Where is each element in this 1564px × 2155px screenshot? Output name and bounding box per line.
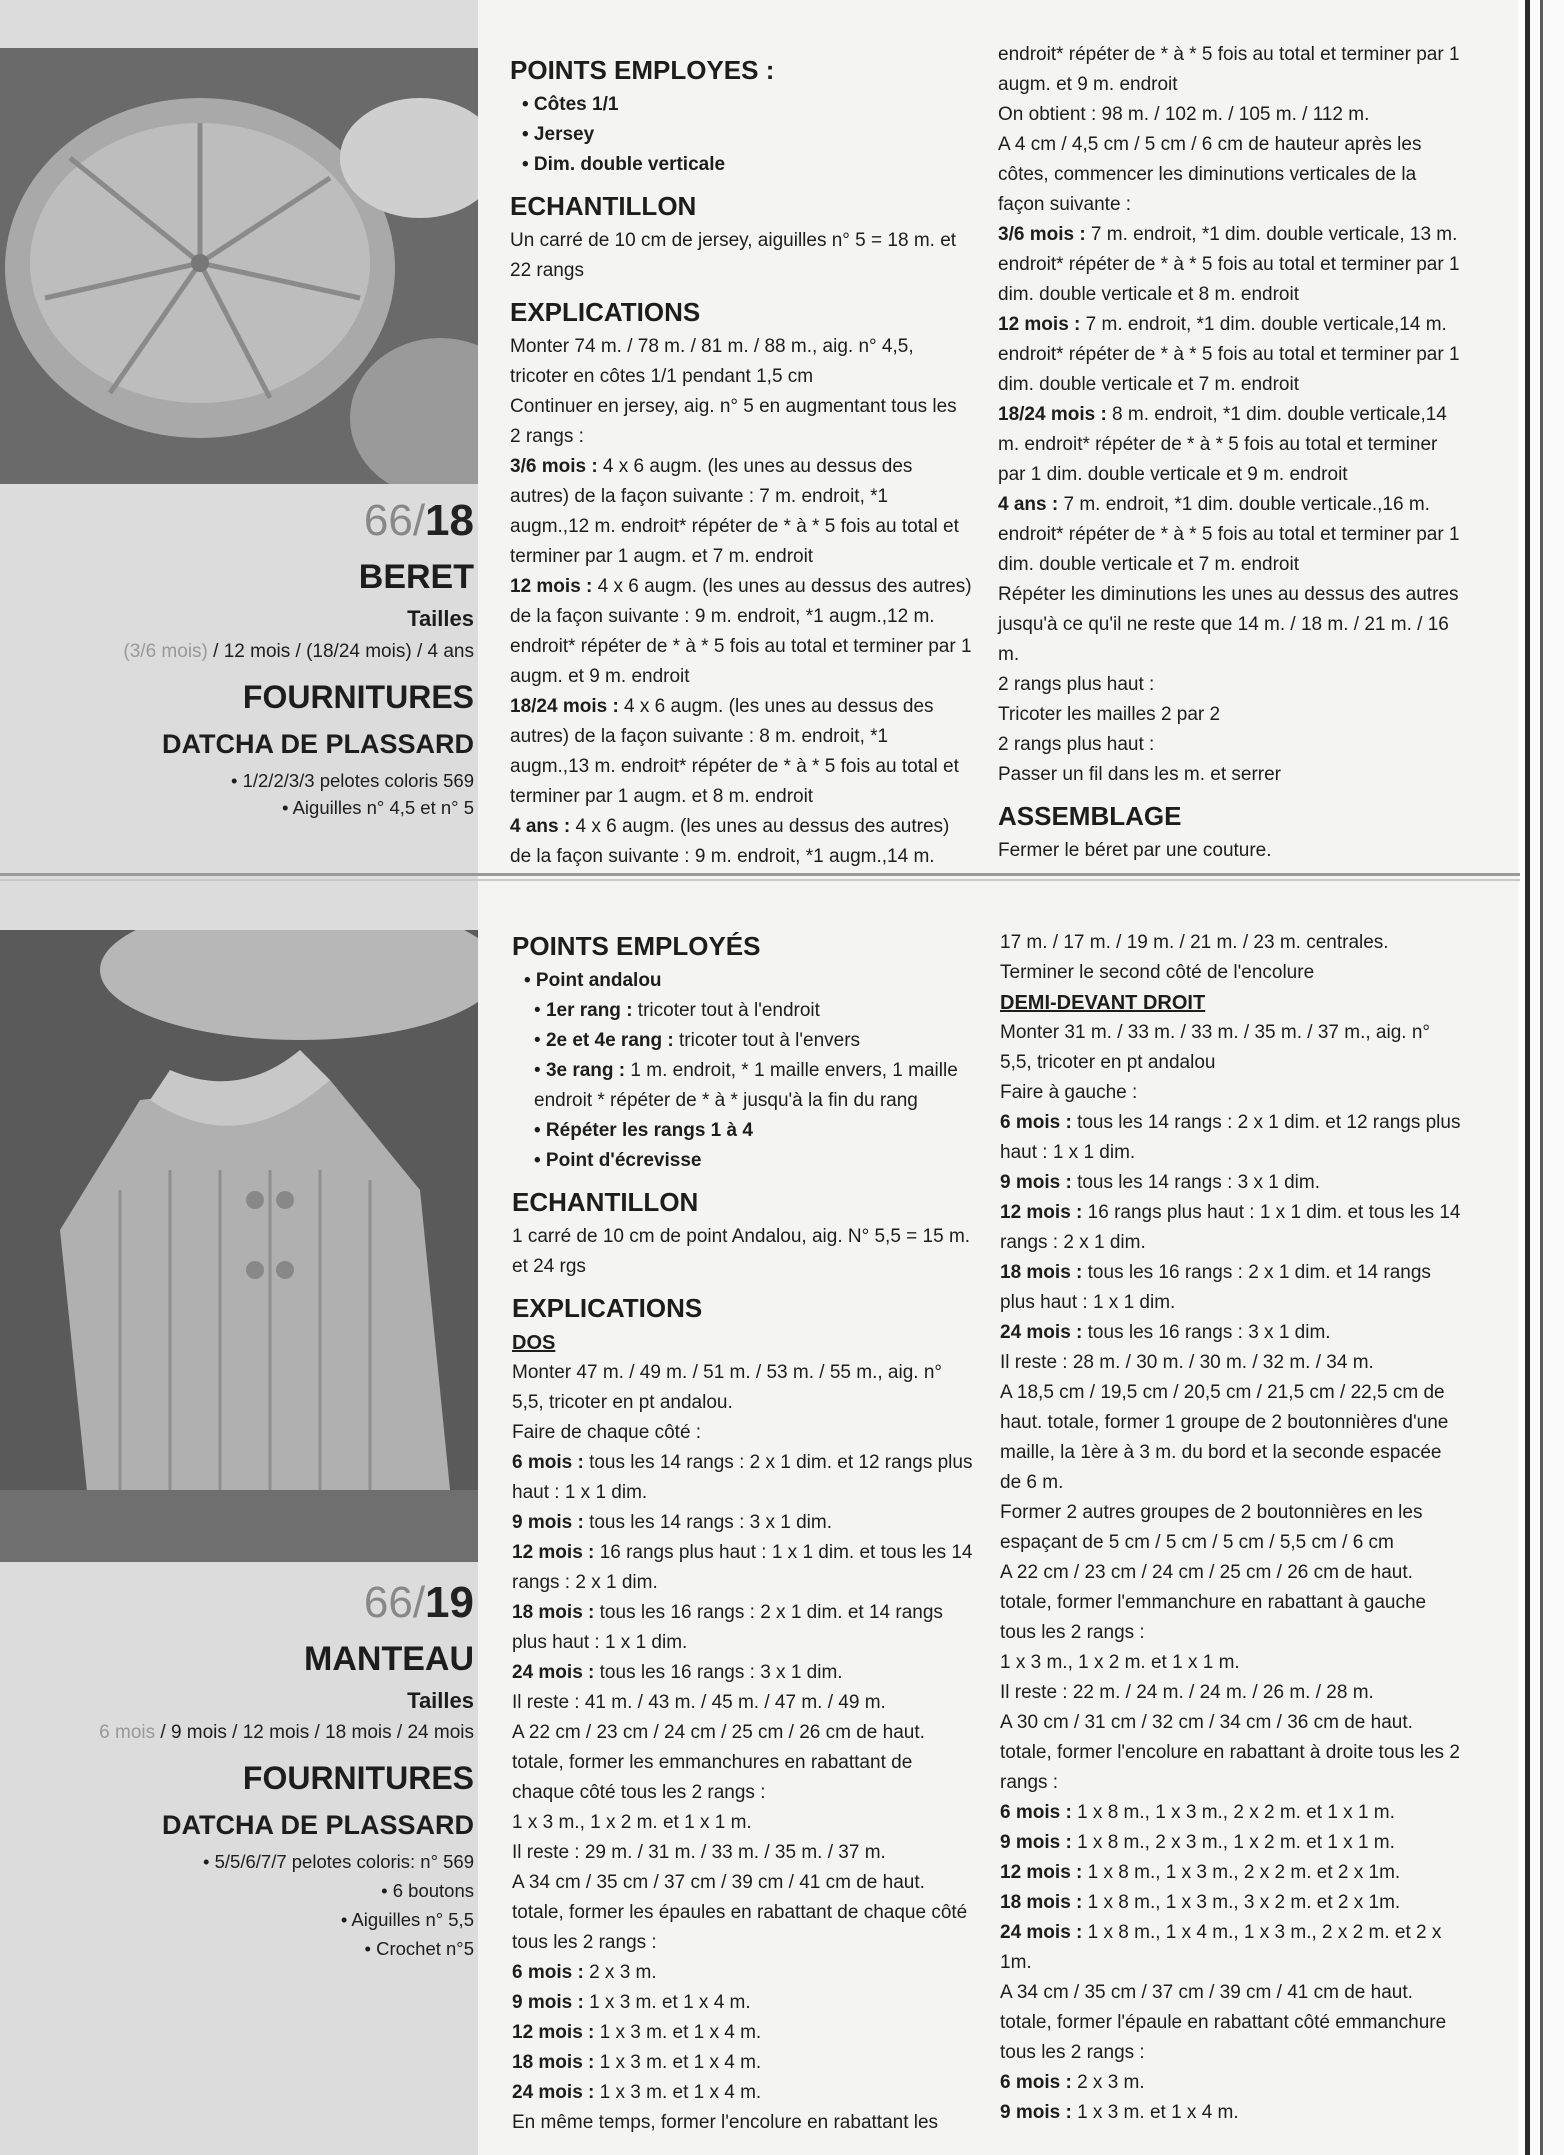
section-divider-2	[0, 879, 1520, 881]
paragraph: A 34 cm / 35 cm / 37 cm / 39 cm / 41 cm de haut. totale, former l'épaule en rabattant côté emmanchure tous les 2 rangs :	[1000, 1982, 1447, 2063]
heading-explications: EXPLICATIONS	[512, 1293, 703, 1323]
heading-dos: DOS	[512, 1332, 556, 1354]
point-item: • Répéter les rangs 1 à 4	[534, 1120, 753, 1141]
size-instruction: 6 mois : tous les 14 rangs : 2 x 1 dim. et 12 rangs plus haut : 1 x 1 dim.	[1000, 1112, 1461, 1163]
manteau-photo	[0, 930, 478, 1562]
section-divider	[0, 873, 1520, 876]
size-instruction: 4 ans : 4 x 6 augm. (les unes au dessus des autres) de la façon suivante : 9 m. endroit, *1 augm.,14 m.	[510, 816, 950, 867]
beret-supply-item: • Aiguilles n° 4,5 et n° 5	[281, 797, 474, 818]
beret-title: BERET	[358, 558, 474, 596]
row-instruction: • 1er rang : tricoter tout à l'endroit	[534, 1000, 820, 1021]
manteau-tailles-label: Tailles	[407, 1688, 474, 1713]
paragraph: A 22 cm / 23 cm / 24 cm / 25 cm / 26 cm de haut. totale, former les emmanchures en rabattant de chaque côté tous les 2 rangs :	[512, 1722, 925, 1803]
size-instruction: 6 mois : 1 x 8 m., 1 x 3 m., 2 x 2 m. et 1 x 1 m.	[1000, 1802, 1395, 1823]
size-instruction: 12 mois : 16 rangs plus haut : 1 x 1 dim. et tous les 14 rangs : 2 x 1 dim.	[512, 1542, 973, 1593]
paragraph: Monter 31 m. / 33 m. / 33 m. / 35 m. / 37 m., aig. n° 5,5, tricoter en pt andalou	[1000, 1022, 1430, 1073]
paragraph: 1 x 3 m., 1 x 2 m. et 1 x 1 m.	[512, 1812, 752, 1833]
size-instruction: 6 mois : 2 x 3 m.	[1000, 2072, 1145, 2093]
beret-pattern-number: 66/18	[363, 496, 474, 545]
paragraph: On obtient : 98 m. / 102 m. / 105 m. / 112 m.	[998, 104, 1370, 125]
manteau-supply-item: • Crochet n°5	[364, 1938, 474, 1959]
size-instruction: 6 mois : 2 x 3 m.	[512, 1962, 657, 1983]
paragraph: 1 x 3 m., 1 x 2 m. et 1 x 1 m.	[1000, 1652, 1240, 1673]
size-instruction: 3/6 mois : 4 x 6 augm. (les unes au dessus des autres) de la façon suivante : 7 m. endroit, *1 augm.,12 m. endroit* répéter de * à * 5 fois au total et terminer par 1 augm. et 7 m. endroit	[510, 456, 959, 567]
size-instruction: 9 mois : tous les 14 rangs : 3 x 1 dim.	[1000, 1172, 1320, 1193]
beret-column-1	[510, 44, 972, 872]
size-instruction: 4 ans : 7 m. endroit, *1 dim. double verticale.,16 m. endroit* répéter de * à * 5 fois au total et terminer par 1 dim. double verticale et 7 m. endroit	[998, 494, 1460, 575]
size-instruction: 18 mois : tous les 16 rangs : 2 x 1 dim. et 14 rangs plus haut : 1 x 1 dim.	[1000, 1262, 1431, 1313]
heading-points: POINTS EMPLOYÉS	[512, 931, 761, 961]
size-instruction: 18 mois : tous les 16 rangs : 2 x 1 dim. et 14 rangs plus haut : 1 x 1 dim.	[512, 1602, 943, 1653]
size-instruction: 9 mois : 1 x 3 m. et 1 x 4 m.	[1000, 2102, 1239, 2123]
manteau-supply-item: • 5/5/6/7/7 pelotes coloris: n° 569	[203, 1851, 474, 1872]
manteau-column-2	[1000, 928, 1462, 2128]
manteau-fournitures-label: FOURNITURES	[242, 1760, 474, 1796]
paragraph: endroit* répéter de * à * 5 fois au total et terminer par 1 augm. et 9 m. endroit	[998, 44, 1460, 95]
paragraph: En même temps, former l'encolure en rabattant les	[512, 2112, 939, 2133]
size-instruction: 24 mois : tous les 16 rangs : 3 x 1 dim.	[1000, 1322, 1331, 1343]
paragraph: 2 rangs plus haut :	[998, 734, 1155, 755]
paragraph: Passer un fil dans les m. et serrer	[998, 764, 1281, 785]
paragraph: Il reste : 41 m. / 43 m. / 45 m. / 47 m. / 49 m.	[512, 1692, 886, 1713]
beret-photo	[0, 48, 478, 484]
manteau-sizes: 6 mois / 9 mois / 12 mois / 18 mois / 24 mois	[99, 1722, 474, 1743]
paragraph: Monter 47 m. / 49 m. / 51 m. / 53 m. / 55 m., aig. n° 5,5, tricoter en pt andalou.	[512, 1362, 942, 1413]
paragraph: Former 2 autres groupes de 2 boutonnières en les espaçant de 5 cm / 5 cm / 5 cm / 5,5 cm / 6 cm	[1000, 1502, 1423, 1553]
paragraph: Faire à gauche :	[1000, 1082, 1138, 1103]
paragraph: A 22 cm / 23 cm / 24 cm / 25 cm / 26 cm de haut. totale, former l'emmanchure en rabattant à gauche tous les 2 rangs :	[1000, 1562, 1427, 1643]
paragraph: Faire de chaque côté :	[512, 1422, 702, 1443]
size-instruction: 12 mois : 1 x 8 m., 1 x 3 m., 2 x 2 m. et 2 x 1m.	[1000, 1862, 1401, 1883]
size-instruction: 3/6 mois : 7 m. endroit, *1 dim. double verticale, 13 m. endroit* répéter de * à * 5 fois au total et terminer par 1 dim. double verticale et 8 m. endroit	[998, 224, 1460, 305]
beret-tailles-label: Tailles	[407, 606, 474, 631]
paragraph: A 18,5 cm / 19,5 cm / 20,5 cm / 21,5 cm / 22,5 cm de haut. totale, former 1 groupe de 2 boutonnières d'une maille, la 1ère à 3 m. du bord et la seconde espacée de 6 m.	[1000, 1382, 1449, 1493]
size-instruction: 24 mois : 1 x 3 m. et 1 x 4 m.	[512, 2082, 762, 2103]
size-instruction: 9 mois : 1 x 8 m., 2 x 3 m., 1 x 2 m. et 1 x 1 m.	[1000, 1832, 1395, 1853]
size-instruction: 9 mois : 1 x 3 m. et 1 x 4 m.	[512, 1992, 751, 2013]
heading-explications: EXPLICATIONS	[510, 297, 701, 327]
beret-supply-item: • 1/2/2/3/3 pelotes coloris 569	[230, 770, 474, 791]
heading-echantillon: ECHANTILLON	[510, 191, 697, 221]
heading-demi-devant: DEMI-DEVANT DROIT	[1000, 992, 1206, 1014]
manteau-title: MANTEAU	[304, 1640, 474, 1678]
size-instruction: 12 mois : 1 x 3 m. et 1 x 4 m.	[512, 2022, 762, 2043]
point-item: • Côtes 1/1	[522, 94, 619, 115]
size-instruction: 18 mois : 1 x 3 m. et 1 x 4 m.	[512, 2052, 762, 2073]
point-item: • Dim. double verticale	[522, 154, 726, 175]
manteau-supply-item: • 6 boutons	[381, 1880, 474, 1901]
heading-points: POINTS EMPLOYES :	[510, 55, 775, 85]
row-instruction: • 3e rang : 1 m. endroit, * 1 maille envers, 1 maille endroit * répéter de * à * jusqu'à la fin du rang	[534, 1060, 958, 1111]
paragraph: A 34 cm / 35 cm / 37 cm / 39 cm / 41 cm de haut. totale, former les épaules en rabattant de chaque côté tous les 2 rangs :	[512, 1872, 968, 1953]
beret-sizes: (3/6 mois) / 12 mois / (18/24 mois) / 4 ans	[123, 641, 474, 662]
paragraph: Répéter les diminutions les unes au dessus des autres jusqu'à ce qu'il ne reste que 14 m. / 18 m. / 21 m. / 16 m.	[998, 584, 1459, 665]
beret-fournitures-label: FOURNITURES	[242, 679, 474, 715]
manteau-supply-item: • Aiguilles n° 5,5	[340, 1909, 474, 1930]
heading-assemblage: ASSEMBLAGE	[998, 801, 1182, 831]
echantillon-text: 1 carré de 10 cm de point Andalou, aig. N° 5,5 = 15 m. et 24 rgs	[512, 1226, 971, 1277]
size-instruction: 12 mois : 7 m. endroit, *1 dim. double verticale,14 m. endroit* répéter de * à * 5 fois au total et terminer par 1 dim. double verticale et 7 m. endroit	[998, 314, 1460, 395]
beret-column-2	[998, 40, 1460, 866]
size-instruction: 6 mois : tous les 14 rangs : 2 x 1 dim. et 12 rangs plus haut : 1 x 1 dim.	[512, 1452, 973, 1503]
heading-echantillon: ECHANTILLON	[512, 1187, 699, 1217]
paragraph: 17 m. / 17 m. / 19 m. / 21 m. / 23 m. centrales.	[1000, 932, 1389, 953]
paragraph: Monter 74 m. / 78 m. / 81 m. / 88 m., aig. n° 4,5, tricoter en côtes 1/1 pendant 1,5 cm	[510, 336, 914, 387]
beret-brand: DATCHA DE PLASSARD	[161, 729, 474, 759]
point-item: • Jersey	[522, 124, 595, 145]
size-instruction: 24 mois : 1 x 8 m., 1 x 4 m., 1 x 3 m., 2 x 2 m. et 2 x 1m.	[1000, 1922, 1442, 1973]
paragraph: Il reste : 22 m. / 24 m. / 24 m. / 26 m. / 28 m.	[1000, 1682, 1374, 1703]
page-edge-line	[1525, 0, 1530, 2155]
size-instruction: 18/24 mois : 8 m. endroit, *1 dim. double verticale,14 m. endroit* répéter de * à * 5 fois au total et terminer par 1 dim. double verticale et 9 m. endroit	[998, 404, 1447, 485]
manteau-pattern-number: 66/19	[363, 1578, 474, 1627]
size-instruction: 18 mois : 1 x 8 m., 1 x 3 m., 3 x 2 m. et 2 x 1m.	[1000, 1892, 1401, 1913]
size-instruction: 9 mois : tous les 14 rangs : 3 x 1 dim.	[512, 1512, 832, 1533]
paragraph: Terminer le second côté de l'encolure	[1000, 962, 1315, 983]
paragraph: A 30 cm / 31 cm / 32 cm / 34 cm / 36 cm de haut. totale, former l'encolure en rabattant à droite tous les 2 rangs :	[1000, 1712, 1460, 1793]
size-instruction: 12 mois : 4 x 6 augm. (les unes au dessus des autres) de la façon suivante : 9 m. endroit, *1 augm.,12 m. endroit* répéter de * à * 5 fois au total et terminer par 1 augm. et 9 m. endroit	[510, 576, 972, 687]
size-instruction: 12 mois : 16 rangs plus haut : 1 x 1 dim. et tous les 14 rangs : 2 x 1 dim.	[1000, 1202, 1461, 1253]
page-edge-line-2	[1540, 0, 1543, 2155]
size-instruction: 18/24 mois : 4 x 6 augm. (les unes au dessus des autres) de la façon suivante : 8 m. endroit, *1 augm.,13 m. endroit* répéter de * à * 5 fois au total et terminer par 1 augm. et 8 m. endroit	[510, 696, 959, 807]
paragraph: A 4 cm / 4,5 cm / 5 cm / 6 cm de hauteur après les côtes, commencer les diminutions verticales de la façon suivante :	[998, 134, 1422, 215]
paragraph: Il reste : 28 m. / 30 m. / 30 m. / 32 m. / 34 m.	[1000, 1352, 1374, 1373]
point-item: • Point andalou	[524, 970, 662, 991]
size-instruction: 24 mois : tous les 16 rangs : 3 x 1 dim.	[512, 1662, 843, 1683]
paragraph: Tricoter les mailles 2 par 2	[998, 704, 1221, 725]
manteau-brand: DATCHA DE PLASSARD	[161, 1810, 474, 1840]
paragraph: 2 rangs plus haut :	[998, 674, 1155, 695]
echantillon-text: Un carré de 10 cm de jersey, aiguilles n° 5 = 18 m. et 22 rangs	[510, 230, 957, 281]
paragraph: Fermer le béret par une couture.	[998, 840, 1272, 861]
manteau-column-1	[512, 920, 974, 2138]
point-item: • Point d'écrevisse	[534, 1150, 702, 1171]
paragraph: Continuer en jersey, aig. n° 5 en augmentant tous les 2 rangs :	[510, 396, 957, 447]
paragraph: Il reste : 29 m. / 31 m. / 33 m. / 35 m. / 37 m.	[512, 1842, 886, 1863]
row-instruction: • 2e et 4e rang : tricoter tout à l'envers	[534, 1030, 861, 1051]
